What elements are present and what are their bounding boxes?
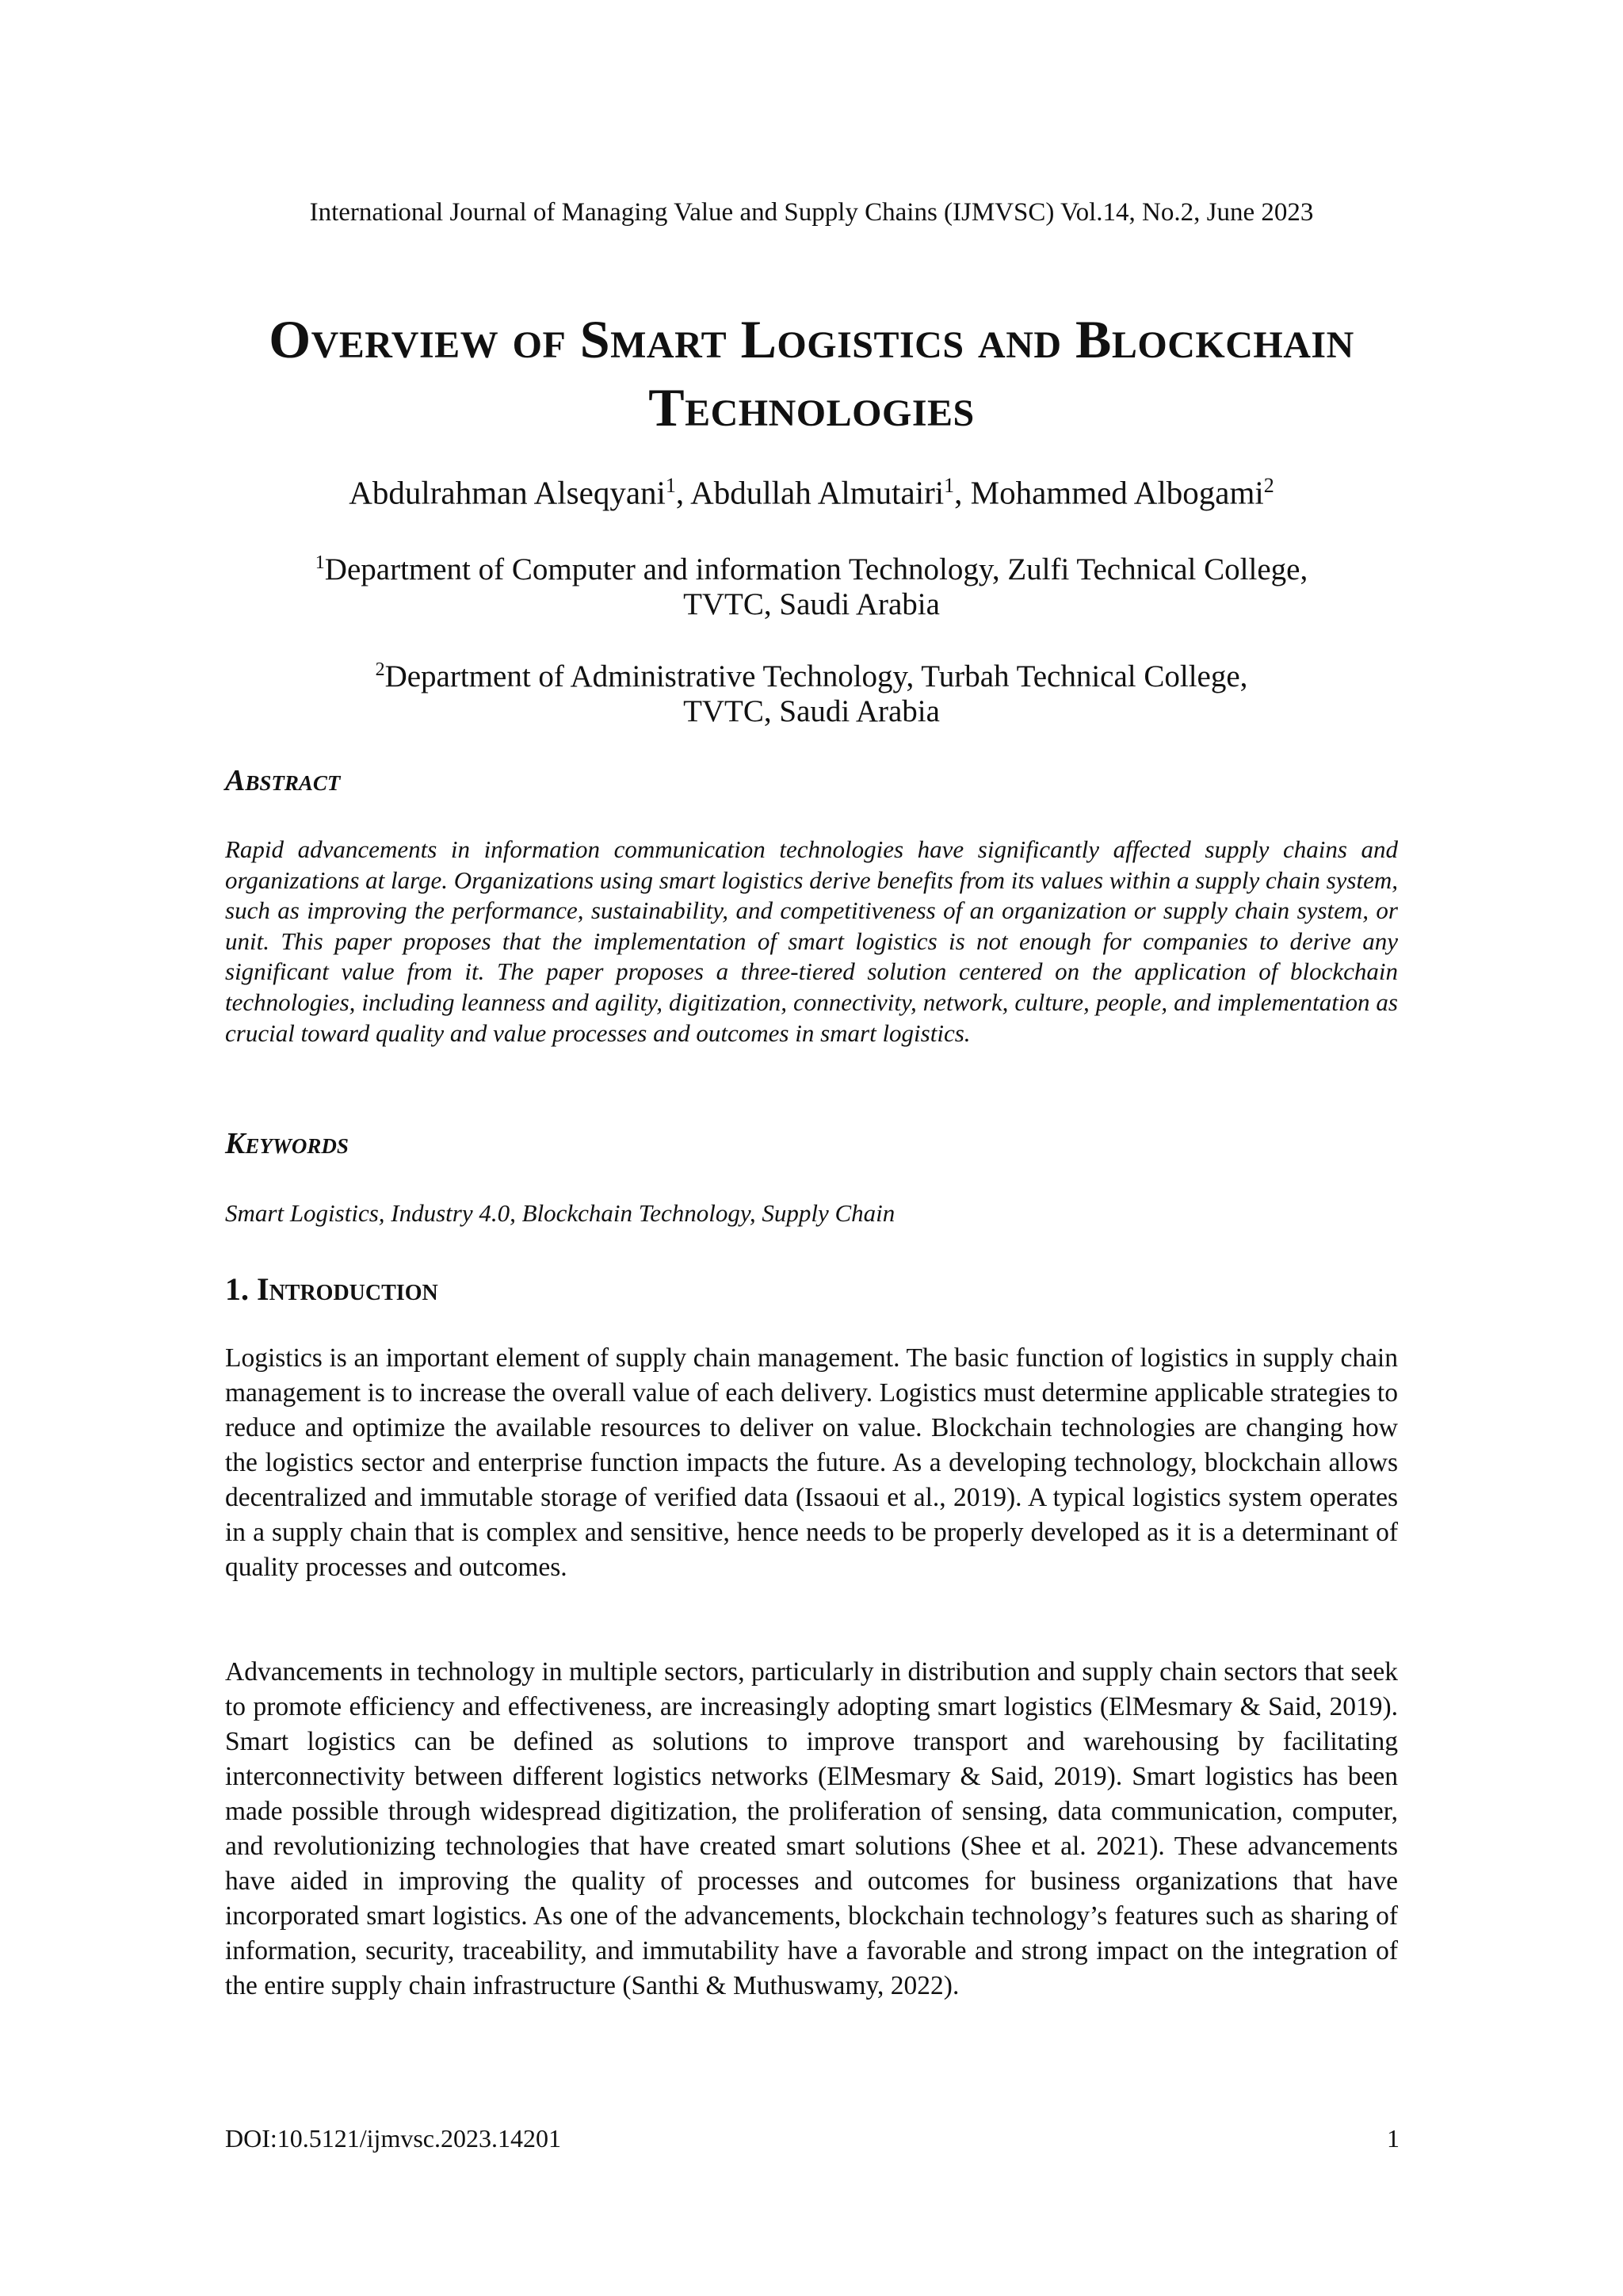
affiliation-text: Department of Computer and information Technology, Zulfi Technical College, (324, 552, 1308, 586)
author-name: Mohammed Albogami (970, 474, 1264, 511)
author-affiliation-marker: 1 (944, 474, 955, 497)
affiliation-marker: 2 (375, 659, 385, 680)
paper-title-line-1: Overview of Smart Logistics and Blockchain (269, 309, 1354, 369)
abstract-heading: Abstract (225, 764, 341, 797)
author-separator: , (675, 474, 691, 511)
paper-title (190, 305, 1433, 441)
keywords-heading: Keywords (225, 1127, 349, 1160)
affiliation-line: TVTC, Saudi Arabia (683, 694, 940, 728)
affiliation-line (190, 545, 1433, 587)
affiliation-text: Department of Administrative Technology, Turbah Technical College, (384, 659, 1248, 693)
running-header: International Journal of Managing Value and Supply Chains (IJMVSC) Vol.14, No.2, June 2023 (309, 198, 1314, 227)
abstract-text: Rapid advancements in information communication technologies have significantly affected supply chains and organizations at large. Organizations using smart logistics derive benefits from its values within a supply chain system, such as improving the performance, sustainability, and competitiveness of an organization or supply chain system, or unit. This paper proposes that the implementation of smart logistics is not enough for companies to derive any significant value from it. The paper proposes a three-tiered solution centered on the application of blockchain technologies, including leanness and agility, digitization, connectivity, network, culture, people, and implementation as crucial toward quality and value processes and outcomes in smart logistics. (225, 835, 1398, 1047)
paper-title-line-2: Technologies (648, 377, 975, 437)
author-name: Abdullah Almutairi (690, 474, 945, 511)
affiliation-line: TVTC, Saudi Arabia (683, 587, 940, 621)
author-list (190, 466, 1433, 513)
author-name: Abdulrahman Alseqyani (349, 474, 666, 511)
affiliation-line (190, 652, 1433, 694)
affiliation-marker: 1 (315, 552, 325, 573)
author-separator: , (954, 474, 971, 511)
section-heading-introduction: 1. Introduction (225, 1271, 438, 1307)
footer-doi: DOI:10.5121/ijmvsc.2023.14201 (225, 2124, 561, 2153)
author-affiliation-marker: 2 (1263, 474, 1274, 497)
page-number: 1 (1387, 2124, 1400, 2153)
author-affiliation-marker: 1 (665, 474, 676, 497)
keywords-text: Smart Logistics, Industry 4.0, Blockchain Technology, Supply Chain (225, 1199, 896, 1227)
body-paragraph: Logistics is an important element of supply chain management. The basic function of logistics in supply chain management is to increase the overall value of each delivery. Logistics must determine applicable strategies to reduce and optimize the available resources to deliver on value. Blockchain technologies are changing how the logistics sector and enterprise function impacts the future. As a developing technology, blockchain allows decentralized and immutable storage of verified data (Issaoui et al., 2019). A typical logistics system operates in a supply chain that is complex and sensitive, hence needs to be properly developed as it is a determinant of quality processes and outcomes. (225, 1343, 1398, 1582)
body-paragraph: Advancements in technology in multiple sectors, particularly in distribution and supply chain sectors that seek to promote efficiency and effectiveness, are increasingly adopting smart logistics (ElMesmary & Said, 2019). Smart logistics can be defined as solutions to improve transport and warehousing by facilitating interconnectivity between different logistics networks (ElMesmary & Said, 2019). Smart logistics has been made possible through widespread digitization, the proliferation of sensing, data communication, computer, and revolutionizing technologies that have created smart solutions (Shee et al. 2021). These advancements have aided in improving the quality of processes and outcomes for business organizations that have incorporated smart logistics. As one of the advancements, blockchain technology’s features such as sharing of information, security, traceability, and immutability have a favorable and strong impact on the integration of the entire supply chain infrastructure (Santhi & Muthuswamy, 2022). (225, 1657, 1398, 2000)
affiliation-2 (190, 652, 1433, 729)
affiliation-1 (190, 545, 1433, 622)
